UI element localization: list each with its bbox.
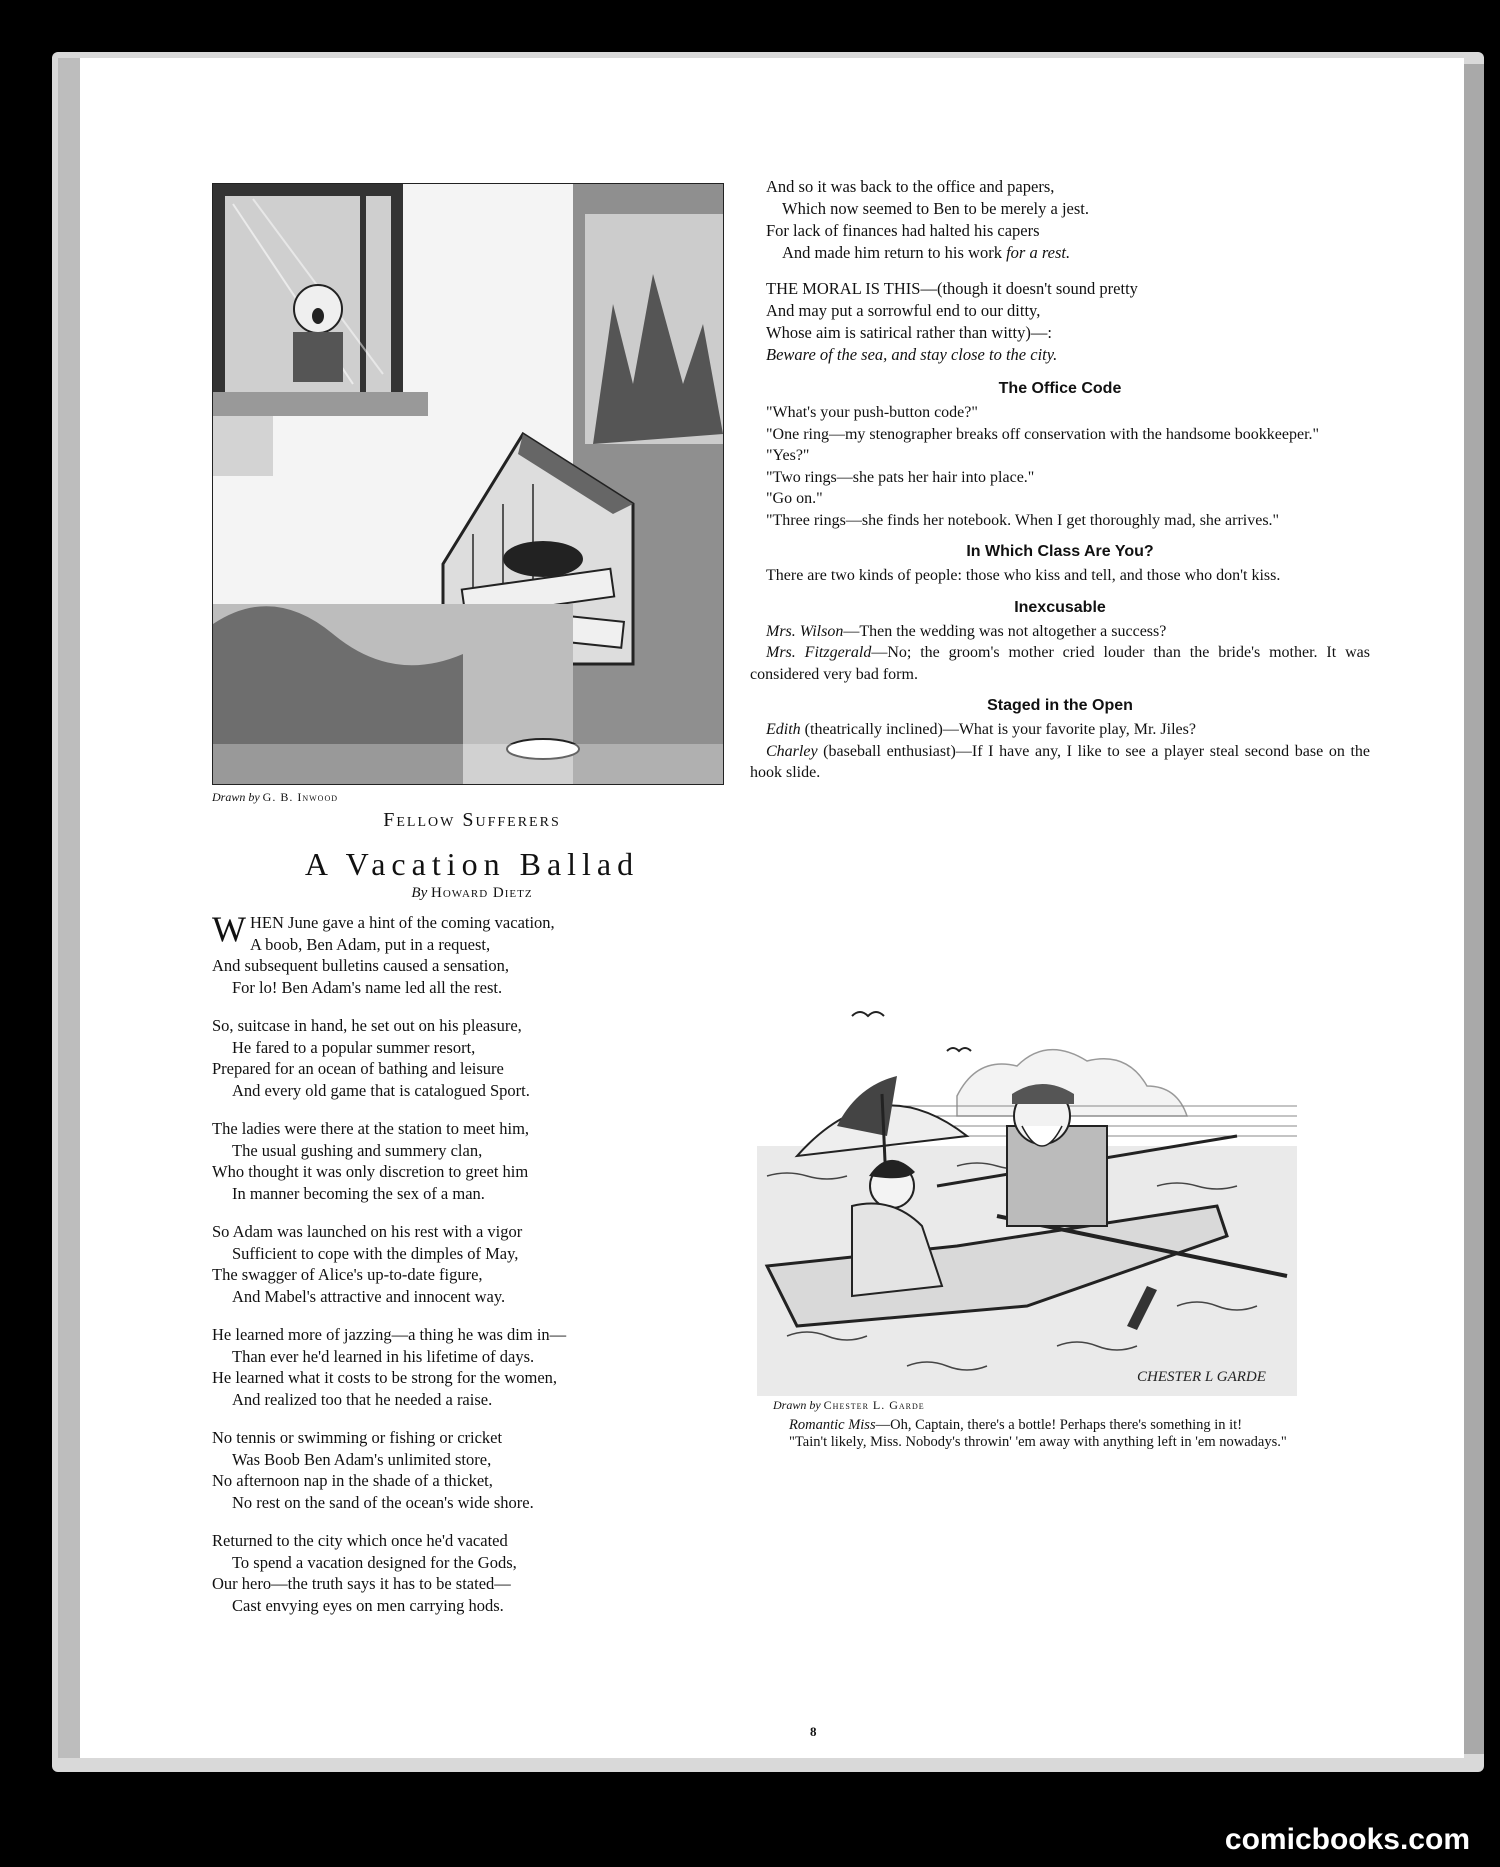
verse-line: So, suitcase in hand, he set out on his pleasure, bbox=[212, 1016, 522, 1035]
stanza-5 bbox=[212, 1324, 732, 1410]
speaker: Romantic Miss bbox=[789, 1417, 876, 1433]
heading-inexcusable: Inexcusable bbox=[1014, 598, 1106, 616]
stanza-7 bbox=[212, 1530, 732, 1616]
dialogue-text: (theatrically inclined)—What is your favorite play, Mr. Jiles? bbox=[800, 721, 1196, 738]
speaker: Mrs. Wilson bbox=[766, 622, 844, 640]
byline-author: Howard Dietz bbox=[431, 885, 533, 901]
fellow-sufferers-illustration bbox=[212, 183, 724, 785]
verse-line: And subsequent bulletins caused a sensation, bbox=[212, 956, 509, 975]
stanza-8 bbox=[750, 176, 1370, 264]
verse-line: Cast envying eyes on men carrying hods. bbox=[232, 1595, 504, 1615]
verse-line: And every old game that is catalogued Sport. bbox=[232, 1080, 530, 1100]
verse-line: In manner becoming the sex of a man. bbox=[232, 1183, 485, 1203]
verse-line: Who thought it was only discretion to greet him bbox=[212, 1162, 529, 1181]
stanza-1 bbox=[212, 909, 732, 998]
caption-line-1 bbox=[789, 1417, 1373, 1434]
verse-line: Which now seemed to Ben to be merely a jest. bbox=[782, 199, 1089, 218]
verse-line: And Mabel's attractive and innocent way. bbox=[232, 1286, 506, 1306]
drop-cap: W bbox=[212, 909, 246, 949]
verse-line: He learned what it costs to be strong for the women, bbox=[212, 1368, 558, 1387]
dialogue-line bbox=[750, 621, 1370, 643]
verse-line: No tennis or swimming or fishing or cricket bbox=[212, 1428, 503, 1447]
verse-line: The ladies were there at the station to meet him, bbox=[212, 1119, 530, 1138]
illustration-caption: Fellow Sufferers bbox=[383, 809, 561, 831]
speaker: Charley bbox=[766, 742, 818, 760]
paragraph: "One ring—my stenographer breaks off conservation with the handsome bookkeeper." bbox=[766, 425, 1320, 443]
stanza-4 bbox=[212, 1221, 732, 1307]
credit-prefix: Drawn by bbox=[773, 1398, 821, 1412]
left-column bbox=[212, 790, 732, 1633]
verse-line: No rest on the sand of the ocean's wide shore. bbox=[232, 1492, 534, 1512]
illustration-credit-bottom bbox=[773, 1398, 1373, 1413]
heading-staged: Staged in the Open bbox=[987, 697, 1133, 714]
rowboat-illustration bbox=[757, 976, 1297, 1396]
paragraph: "Two rings—she pats her hair into place." bbox=[766, 468, 1035, 486]
dialogue-line bbox=[750, 719, 1370, 741]
ballad-title: A Vacation Ballad bbox=[304, 846, 640, 882]
verse-line: And may put a sorrowful end to our ditty, bbox=[766, 301, 1041, 320]
caption-line-2: "Tain't likely, Miss. Nobody's throwin' 'em away with anything left in 'em nowadays." bbox=[789, 1434, 1287, 1450]
paragraph: "Three rings—she finds her notebook. When I get thoroughly mad, she arrives." bbox=[766, 511, 1280, 529]
stanza-moral bbox=[750, 278, 1370, 366]
verse-line: And realized too that he needed a raise. bbox=[232, 1389, 493, 1409]
verse-italic: for a rest. bbox=[1006, 243, 1071, 262]
right-column bbox=[750, 176, 1370, 784]
artist-signature: CHESTER L GARDE bbox=[1137, 1369, 1266, 1385]
byline-prefix: By bbox=[411, 885, 428, 901]
verse-line: Whose aim is satirical rather than witty)—: bbox=[766, 323, 1052, 342]
verse-line: A boob, Ben Adam, put in a request, bbox=[249, 934, 491, 954]
paragraph: "Go on." bbox=[766, 490, 823, 507]
verse-line: No afternoon nap in the shade of a thicket, bbox=[212, 1471, 493, 1490]
verse-line-moral: Beware of the sea, and stay close to the city. bbox=[766, 345, 1058, 364]
verse-line: To spend a vacation designed for the Gods, bbox=[232, 1552, 517, 1572]
speaker: Mrs. Fitzgerald bbox=[766, 644, 872, 661]
verse-line: He learned more of jazzing—a thing he was dim in— bbox=[212, 1325, 567, 1344]
verse-line: THE MORAL IS THIS—(though it doesn't sound pretty bbox=[766, 279, 1138, 298]
stanza-6 bbox=[212, 1427, 732, 1513]
credit-prefix: Drawn by bbox=[212, 790, 260, 804]
dialogue-text: (baseball enthusiast)—If I have any, I like to see a player steal second base on the hook slide. bbox=[750, 742, 1370, 781]
verse-line: For lack of finances had halted his capers bbox=[766, 221, 1040, 240]
verse-line: Prepared for an ocean of bathing and leisure bbox=[212, 1059, 504, 1078]
heading-which-class: In Which Class Are You? bbox=[966, 543, 1154, 560]
credit-name: Chester L. Garde bbox=[823, 1398, 925, 1412]
dialogue-line bbox=[750, 741, 1370, 784]
site-watermark: comicbooks.com bbox=[1224, 1823, 1470, 1856]
paragraph: "What's your push-button code?" bbox=[766, 404, 978, 421]
verse-line: The usual gushing and summery clan, bbox=[232, 1140, 483, 1160]
verse-line: He fared to a popular summer resort, bbox=[232, 1037, 476, 1057]
paragraph: "Yes?" bbox=[766, 447, 810, 464]
bottom-caption bbox=[773, 1398, 1373, 1451]
heading-office-code: The Office Code bbox=[998, 380, 1122, 397]
ballad-byline bbox=[212, 885, 732, 902]
ballad-body bbox=[212, 909, 732, 1616]
verse-line: Our hero—the truth says it has to be stated— bbox=[212, 1574, 511, 1593]
page-number: 8 bbox=[810, 1724, 817, 1739]
verse-line: Was Boob Ben Adam's unlimited store, bbox=[232, 1449, 492, 1469]
verse-line: Returned to the city which once he'd vacated bbox=[212, 1531, 508, 1550]
caption-text: —Oh, Captain, there's a bottle! Perhaps there's something in it! bbox=[875, 1417, 1243, 1433]
illustration-drawing bbox=[213, 184, 723, 784]
dialogue-line bbox=[750, 642, 1370, 685]
dialogue-text: —No; the groom's mother cried louder than the bride's mother. It was considered very bad form. bbox=[750, 644, 1370, 683]
stanza-3 bbox=[212, 1118, 732, 1204]
verse-line: The swagger of Alice's up-to-date figure, bbox=[212, 1265, 483, 1284]
verse-line: Than ever he'd learned in his lifetime of days. bbox=[232, 1346, 535, 1366]
verse-line: And so it was back to the office and papers, bbox=[766, 177, 1055, 196]
dialogue-text: —Then the wedding was not altogether a success? bbox=[843, 622, 1167, 640]
speaker: Edith bbox=[766, 721, 801, 738]
paragraph: There are two kinds of people: those who kiss and tell, and those who don't kiss. bbox=[766, 567, 1281, 584]
verse-line: So Adam was launched on his rest with a vigor bbox=[212, 1222, 523, 1241]
illustration-credit-top bbox=[212, 790, 732, 805]
verse-line: Sufficient to cope with the dimples of May, bbox=[232, 1243, 519, 1263]
magazine-page bbox=[80, 58, 1464, 1758]
verse-line: For lo! Ben Adam's name led all the rest. bbox=[232, 977, 503, 997]
verse-line: And made him return to his work bbox=[782, 243, 1007, 262]
rowboat-drawing bbox=[757, 976, 1297, 1396]
stanza-2 bbox=[212, 1015, 732, 1101]
credit-name: G. B. Inwood bbox=[262, 790, 338, 804]
verse-line: HEN June gave a hint of the coming vacation, bbox=[249, 913, 555, 932]
